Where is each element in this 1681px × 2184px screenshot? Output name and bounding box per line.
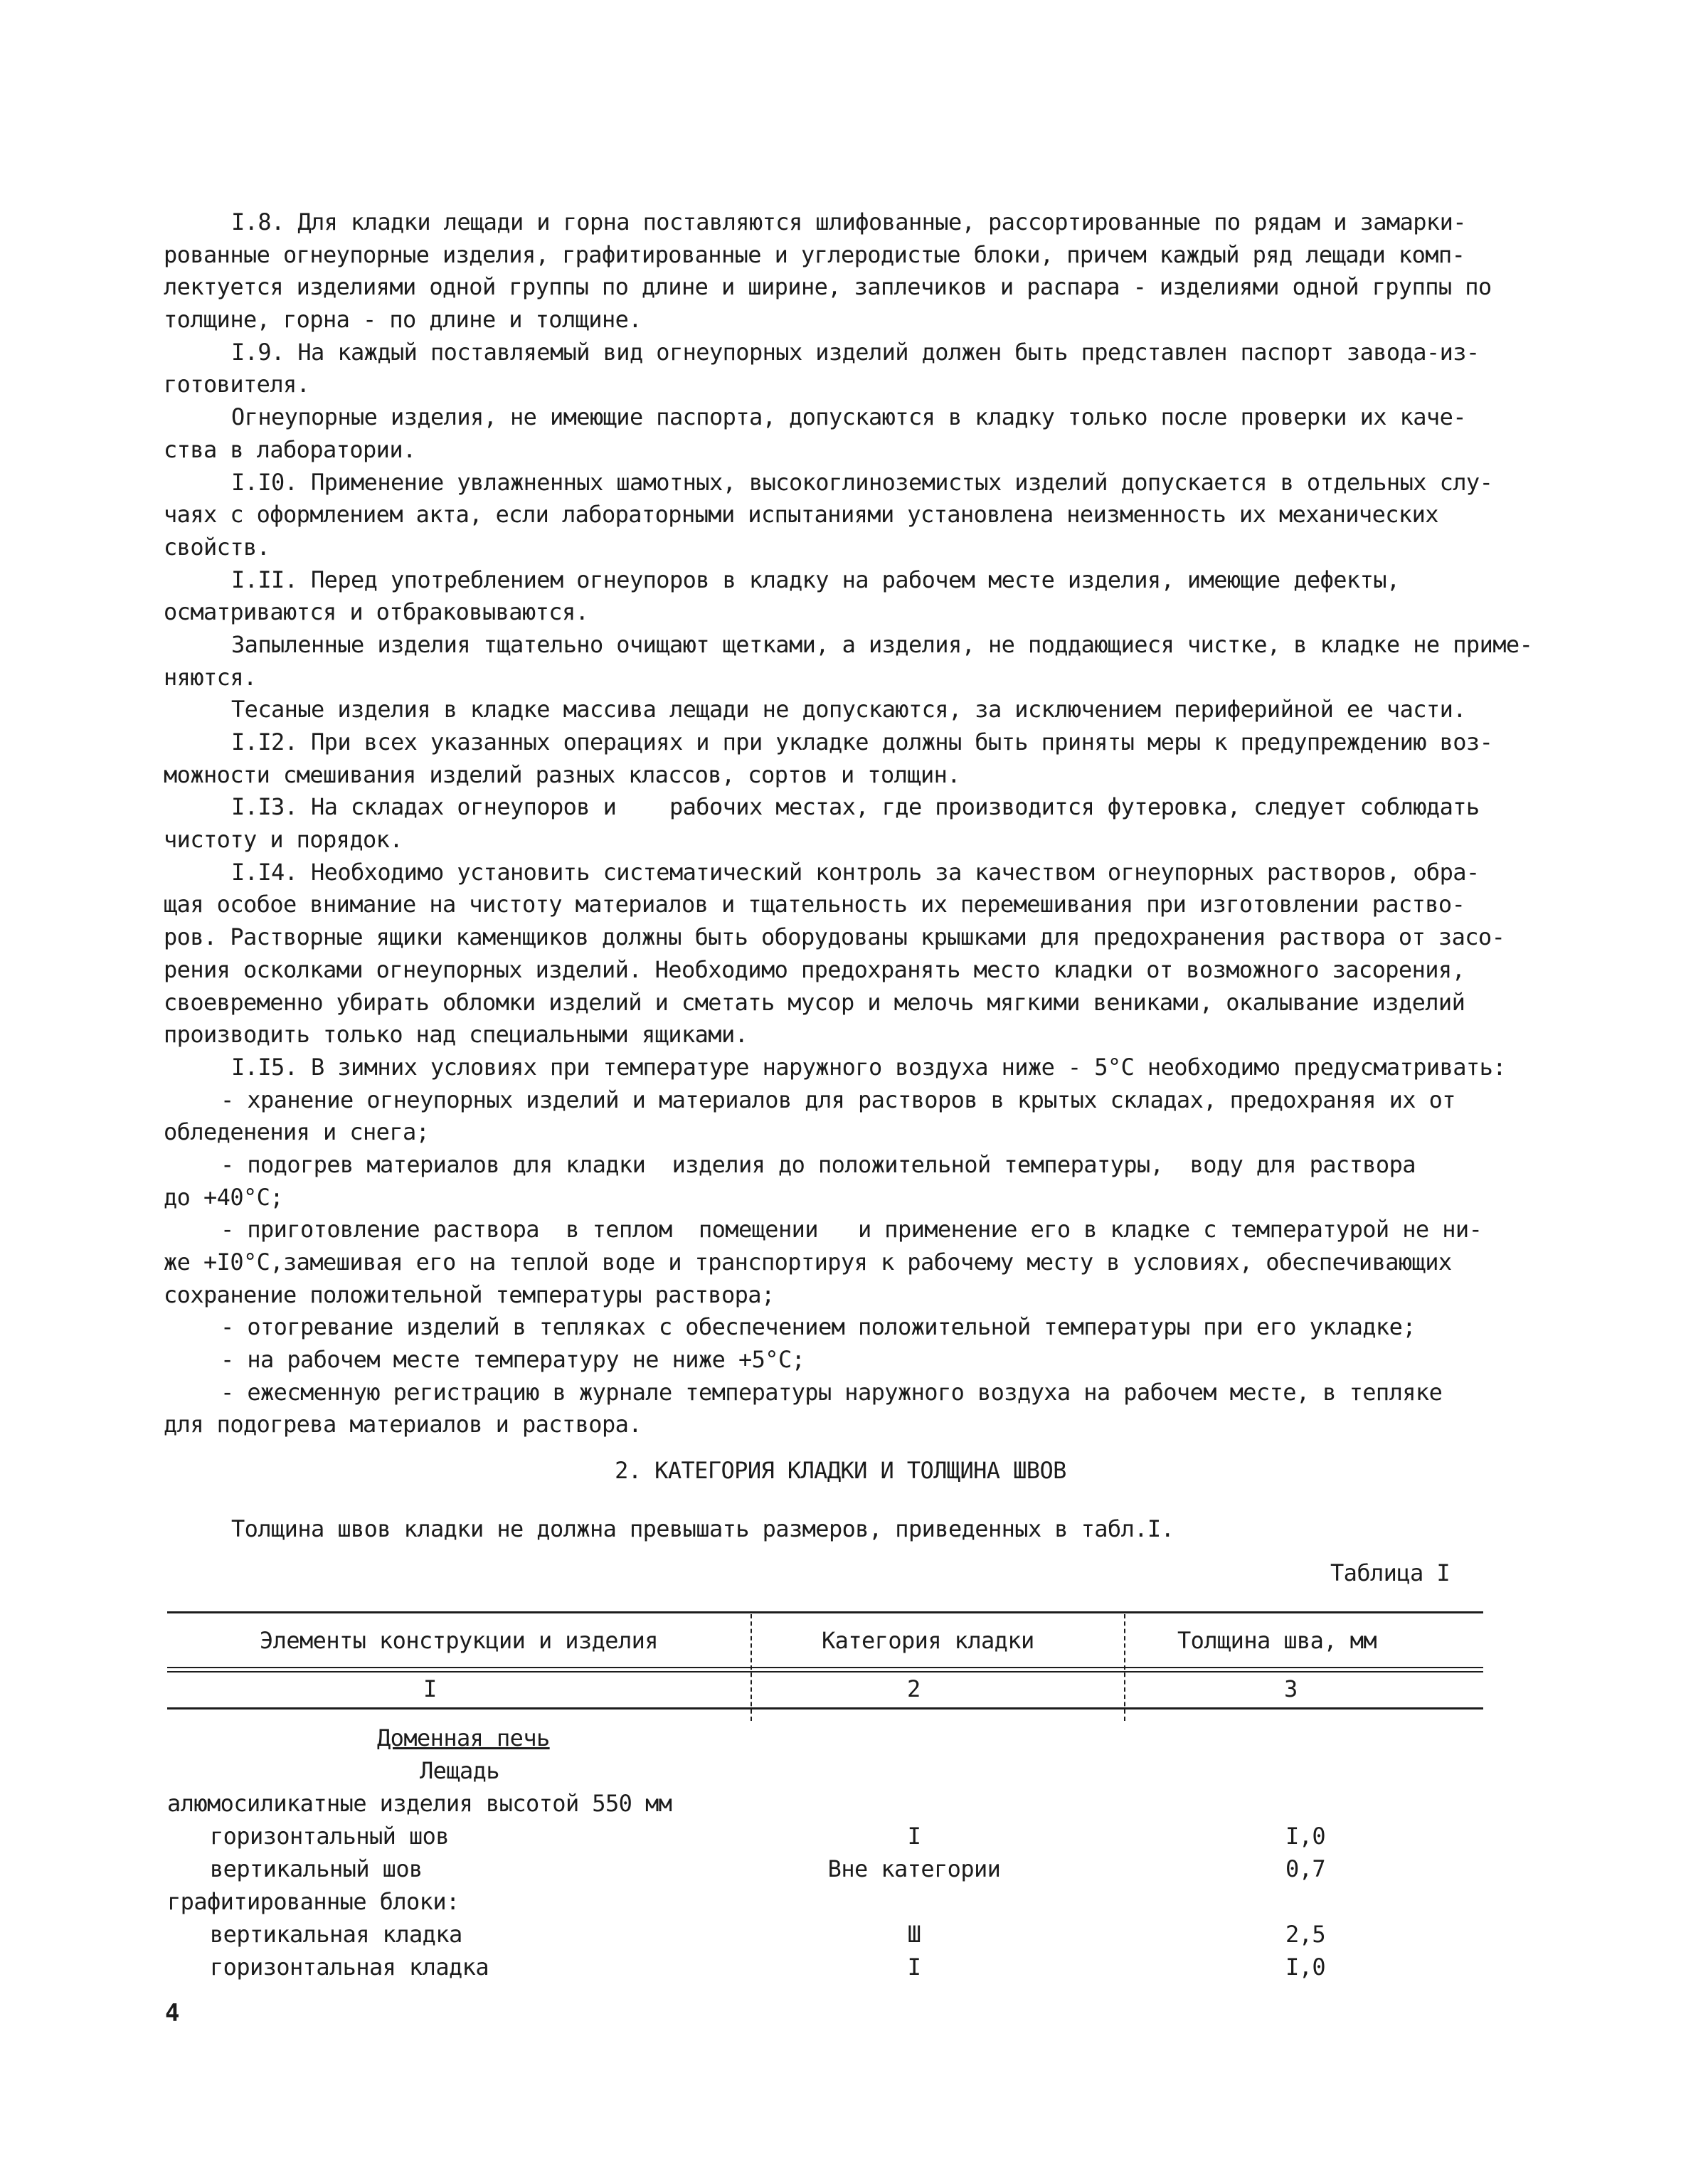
column-number-1: I [423,1675,438,1702]
row-name: графитированные блоки: [167,1888,460,1915]
text-line: рения осколками огнеупорных изделий. Необходимо предохранять место кладки от возможного засорения, [164,955,1465,983]
row-thickness: I,0 [1285,1823,1325,1850]
text-line: - приготовление раствора в теплом помещении и применение его в кладке с температурой не ни- [221,1216,1483,1244]
table-row [167,1722,1483,1754]
body-text [164,206,1558,1441]
text-line: рованные огнеупорные изделия, графитированные и углеродистые блоки, причем каждый ряд лещади комп- [164,240,1465,268]
text-line: - на рабочем месте температуру не ниже +5°C; [221,1346,805,1374]
text-line: - подогрев материалов для кладки изделия до положительной температуры, воду для раствора [221,1150,1416,1178]
header-rule-double [167,1671,1483,1673]
text-line: готовителя. [164,371,310,398]
header-category: Категория кладки [822,1627,1034,1654]
text-line: Тесаные изделия в кладке массива лещади не допускаются, за исключением периферийной ее части. [231,696,1466,723]
text-line: до +40°C; [164,1183,283,1211]
table-row [167,1754,1483,1787]
header-rule [167,1667,1483,1668]
row-name: вертикальная кладка [210,1921,462,1948]
row-name: Доменная печь [377,1724,550,1751]
text-line: же +I0°C,замешивая его на теплой воде и транспортируя к рабочему месту в условиях, обеспечивающих [164,1249,1452,1276]
page-number: 4 [165,1999,180,2027]
section-heading: 2. КАТЕГОРИЯ КЛАДКИ И ТОЛЩИНА ШВОВ [615,1457,1066,1484]
table-row [167,1787,1483,1820]
row-name: горизонтальная кладка [210,1954,489,1981]
text-line: I.I2. При всех указанных операциях и при укладке должны быть приняты меры к предупреждению воз- [231,728,1493,756]
text-line: I.8. Для кладки лещади и горна поставляются шлифованные, рассортированные по рядам и замарки- [231,208,1466,235]
header-elements: Элементы конструкции и изделия [260,1627,658,1654]
text-line: для подогрева материалов и раствора. [164,1411,642,1438]
text-line: I.I0. Применение увлажненных шамотных, высокоглиноземистых изделий допускается в отдельных слу- [231,468,1493,496]
row-thickness: I,0 [1285,1954,1325,1981]
table-row [167,1820,1483,1852]
table-row [167,1852,1483,1885]
row-name: Лещадь [420,1757,499,1784]
table-row [167,1918,1483,1951]
header-thickness: Толщина шва, мм [1177,1627,1377,1654]
text-line: I.9. На каждый поставляемый вид огнеупорных изделий должен быть представлен паспорт завода-из- [231,338,1480,366]
text-line: осматриваются и отбраковываются. [164,598,589,626]
text-line: I.I4. Необходимо установить систематический контроль за качеством огнеупорных растворов, обра- [231,858,1480,886]
row-category: I [907,1954,921,1981]
row-name: горизонтальный шов [210,1823,449,1850]
intro-text: Толщина швов кладки не должна превышать размеров, приведенных в табл.I. [231,1515,1174,1542]
text-line: чистоту и порядок. [164,826,403,854]
text-line: I.I5. В зимних условиях при температуре наружного воздуха ниже - 5°C необходимо предусматривать: [231,1053,1506,1081]
text-line: ства в лаборатории. [164,435,416,463]
table-top-rule [167,1611,1483,1613]
text-line: няются. [164,663,257,691]
row-name: алюмосиликатные изделия высотой 550 мм [167,1790,672,1817]
text-line: своевременно убирать обломки изделий и сметать мусор и мелочь мягкими вениками, окалывание изделий [164,988,1465,1016]
text-line: сохранение положительной температуры раствора; [164,1281,775,1308]
text-line: - ежесменную регистрацию в журнале температуры наружного воздуха на рабочем месте, в тепляке [221,1378,1443,1406]
text-line: чаях с оформлением акта, если лабораторными испытаниями установлена неизменность их механических [164,501,1438,529]
text-line: Огнеупорные изделия, не имеющие паспорта, допускаются в кладку только после проверки их каче- [231,403,1466,431]
text-line: - отогревание изделий в тепляках с обеспечением положительной температуры при его укладке; [221,1313,1416,1341]
text-line: - хранение огнеупорных изделий и материалов для растворов в крытых складах, предохраняя их от [221,1086,1455,1113]
column-number-rule [167,1707,1483,1709]
table-row [167,1885,1483,1918]
row-thickness: 2,5 [1285,1921,1325,1948]
text-line: обледенения и снега; [164,1118,430,1146]
row-category: I [907,1823,921,1850]
column-number-2: 2 [907,1675,921,1702]
row-name: вертикальный шов [210,1855,423,1882]
text-line: лектуется изделиями одной группы по длине и ширине, заплечиков и распара - изделиями одной группы по [164,273,1492,301]
row-category: Ш [907,1921,921,1948]
text-line: I.II. Перед употреблением огнеупоров в кладку на рабочем месте изделия, имеющие дефекты, [231,566,1400,593]
text-line: Запыленные изделия тщательно очищают щетками, а изделия, не поддающиеся чистке, в кладке не приме- [231,630,1533,658]
text-line: ров. Растворные ящики каменщиков должны быть оборудованы крышками для предохранения раствора от засо- [164,923,1505,951]
text-line: щая особое внимание на чистоту материалов и тщательность их перемешивания при изготовлении раство- [164,891,1465,918]
table-label: Таблица I [1330,1559,1450,1586]
text-line: толщине, горна - по длине и толщине. [164,306,642,334]
table-row [167,1951,1483,1983]
row-category: Вне категории [827,1855,1001,1882]
column-number-3: 3 [1284,1675,1298,1702]
row-thickness: 0,7 [1285,1855,1325,1882]
table-body [167,1722,1483,1983]
text-line: свойств. [164,533,270,561]
text-line: I.I3. На складах огнеупоров и рабочих местах, где производится футеровка, следует соблюдать [231,793,1480,821]
text-line: производить только над специальными ящиками. [164,1021,748,1049]
text-line: можности смешивания изделий разных классов, сортов и толщин. [164,760,960,788]
